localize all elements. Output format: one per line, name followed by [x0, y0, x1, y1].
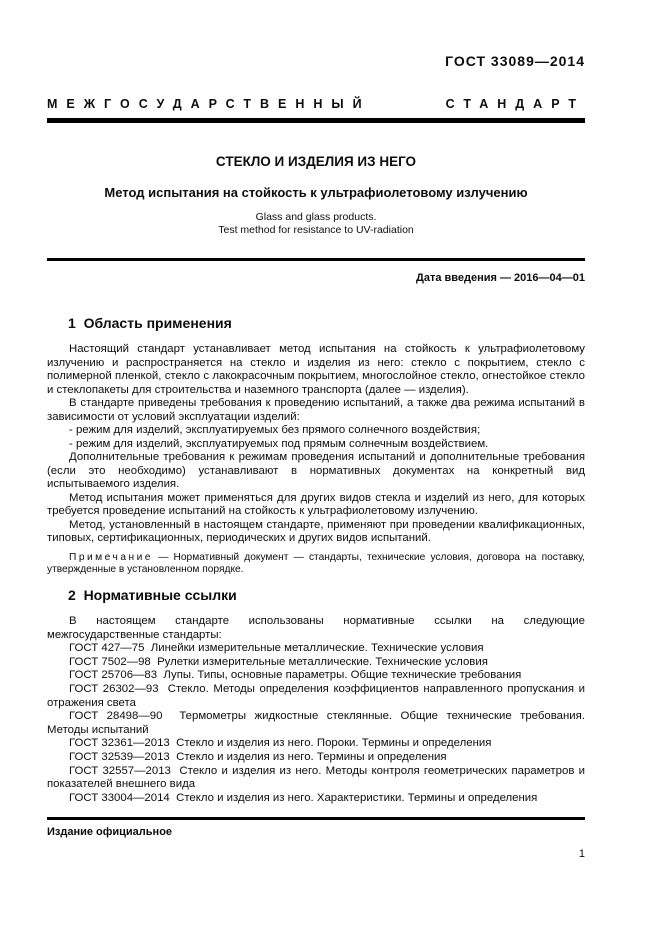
- reference-item: ГОСТ 26302—93 Стекло. Методы определения коэффициентов направленного пропускания и отражения света: [47, 682, 585, 709]
- page-number: 1: [578, 848, 585, 860]
- title-ru: СТЕКЛО И ИЗДЕЛИЯ ИЗ НЕГО: [215, 154, 417, 169]
- title-en-line1: Glass and glass products.: [255, 211, 377, 223]
- reference-item: ГОСТ 32557—2013 Стекло и изделия из него. Методы контроля геометрических параметров и показателей внешнего вида: [47, 764, 585, 791]
- scope-note: [47, 552, 585, 577]
- effective-date: Дата введения — 2016—04—01: [416, 272, 585, 284]
- standard-type-line: [47, 97, 585, 111]
- section-1-body: [47, 343, 585, 576]
- scope-list-item: - режим для изделий, эксплуатируемых под прямым солнечным воздействием.: [69, 437, 489, 450]
- reference-item: ГОСТ 25706—83 Лупы. Типы, основные параметры. Общие технические требования: [69, 669, 522, 682]
- scope-paragraph: В стандарте приведены требования к проведению испытаний, а также два режима испытаний в зависимости от условий эксплуатации изделий:: [47, 397, 585, 423]
- reference-item: ГОСТ 32361—2013 Стекло и изделия из него. Пороки. Термины и определения: [69, 737, 492, 750]
- doc-number: ГОСТ 33089—2014: [445, 53, 585, 69]
- subtitle-ru: Метод испытания на стойкость к ультрафиолетовому излучению: [104, 185, 528, 200]
- header-rule: [47, 118, 585, 123]
- title-en: [47, 211, 585, 237]
- scope-paragraph: Метод, установленный в настоящем стандарте, применяют при проведении квалификационных, типовых, сертификационных, периодических и других видов испытаний.: [47, 518, 585, 544]
- scope-paragraph: Дополнительные требования к режимам проведения испытаний и дополнительные требования (если это необходимо) устанавливают в нормативных документах на конкретный вид испытываемого изделия.: [47, 451, 585, 490]
- scope-paragraph: Настоящий стандарт устанавливает метод испытания на стойкость к ультрафиолетовому излучению и распространяется на стекло и изделия из него: стекло с покрытием, стекло с полимерной пленкой, стекло с лакокрасочным покрытием, многослойное стекло, огнестойкое стекло и стеклопакеты для строительства и наземного транспорта (далее — изделия).: [47, 343, 585, 396]
- scope-paragraph: Метод испытания может применяться для других видов стекла и изделий из него, для которых требуется проведение испытаний на стойкость к ультрафиолетовому излучению.: [47, 491, 585, 517]
- note-text: — Нормативный документ — стандарты, технические условия, договора на поставку, утвержденные в установленном порядке.: [47, 551, 585, 575]
- footer-rule: [47, 817, 585, 820]
- section-1-heading: 1 Область применения: [68, 315, 232, 331]
- edition-label: Издание официальное: [47, 826, 173, 838]
- reference-item: ГОСТ 7502—98 Рулетки измерительные металлические. Технические условия: [69, 655, 488, 668]
- references-intro: В настоящем стандарте использованы нормативные ссылки на следующие межгосударственные стандарты:: [47, 615, 585, 641]
- standard-type-word-2: СТАНДАРТ: [445, 97, 585, 111]
- standard-type-word-1: МЕЖГОСУДАРСТВЕННЫЙ: [47, 97, 371, 111]
- note-label: Примечание: [69, 551, 153, 563]
- scope-list-item: - режим для изделий, эксплуатируемых без прямого солнечного воздействия;: [69, 424, 481, 436]
- section-2-heading: 2 Нормативные ссылки: [68, 587, 237, 603]
- reference-item: ГОСТ 427—75 Линейки измерительные металлические. Технические условия: [69, 642, 484, 655]
- reference-item: ГОСТ 33004—2014 Стекло и изделия из него. Характеристики. Термины и определения: [69, 791, 538, 804]
- section-2-body: [47, 615, 585, 805]
- date-rule: [47, 258, 585, 261]
- title-en-line2: Test method for resistance to UV-radiation: [218, 224, 414, 236]
- reference-item: ГОСТ 28498—90 Термометры жидкостные стеклянные. Общие технические требования. Методы испытаний: [47, 710, 585, 736]
- reference-item: ГОСТ 32539—2013 Стекло и изделия из него. Термины и определения: [69, 750, 447, 763]
